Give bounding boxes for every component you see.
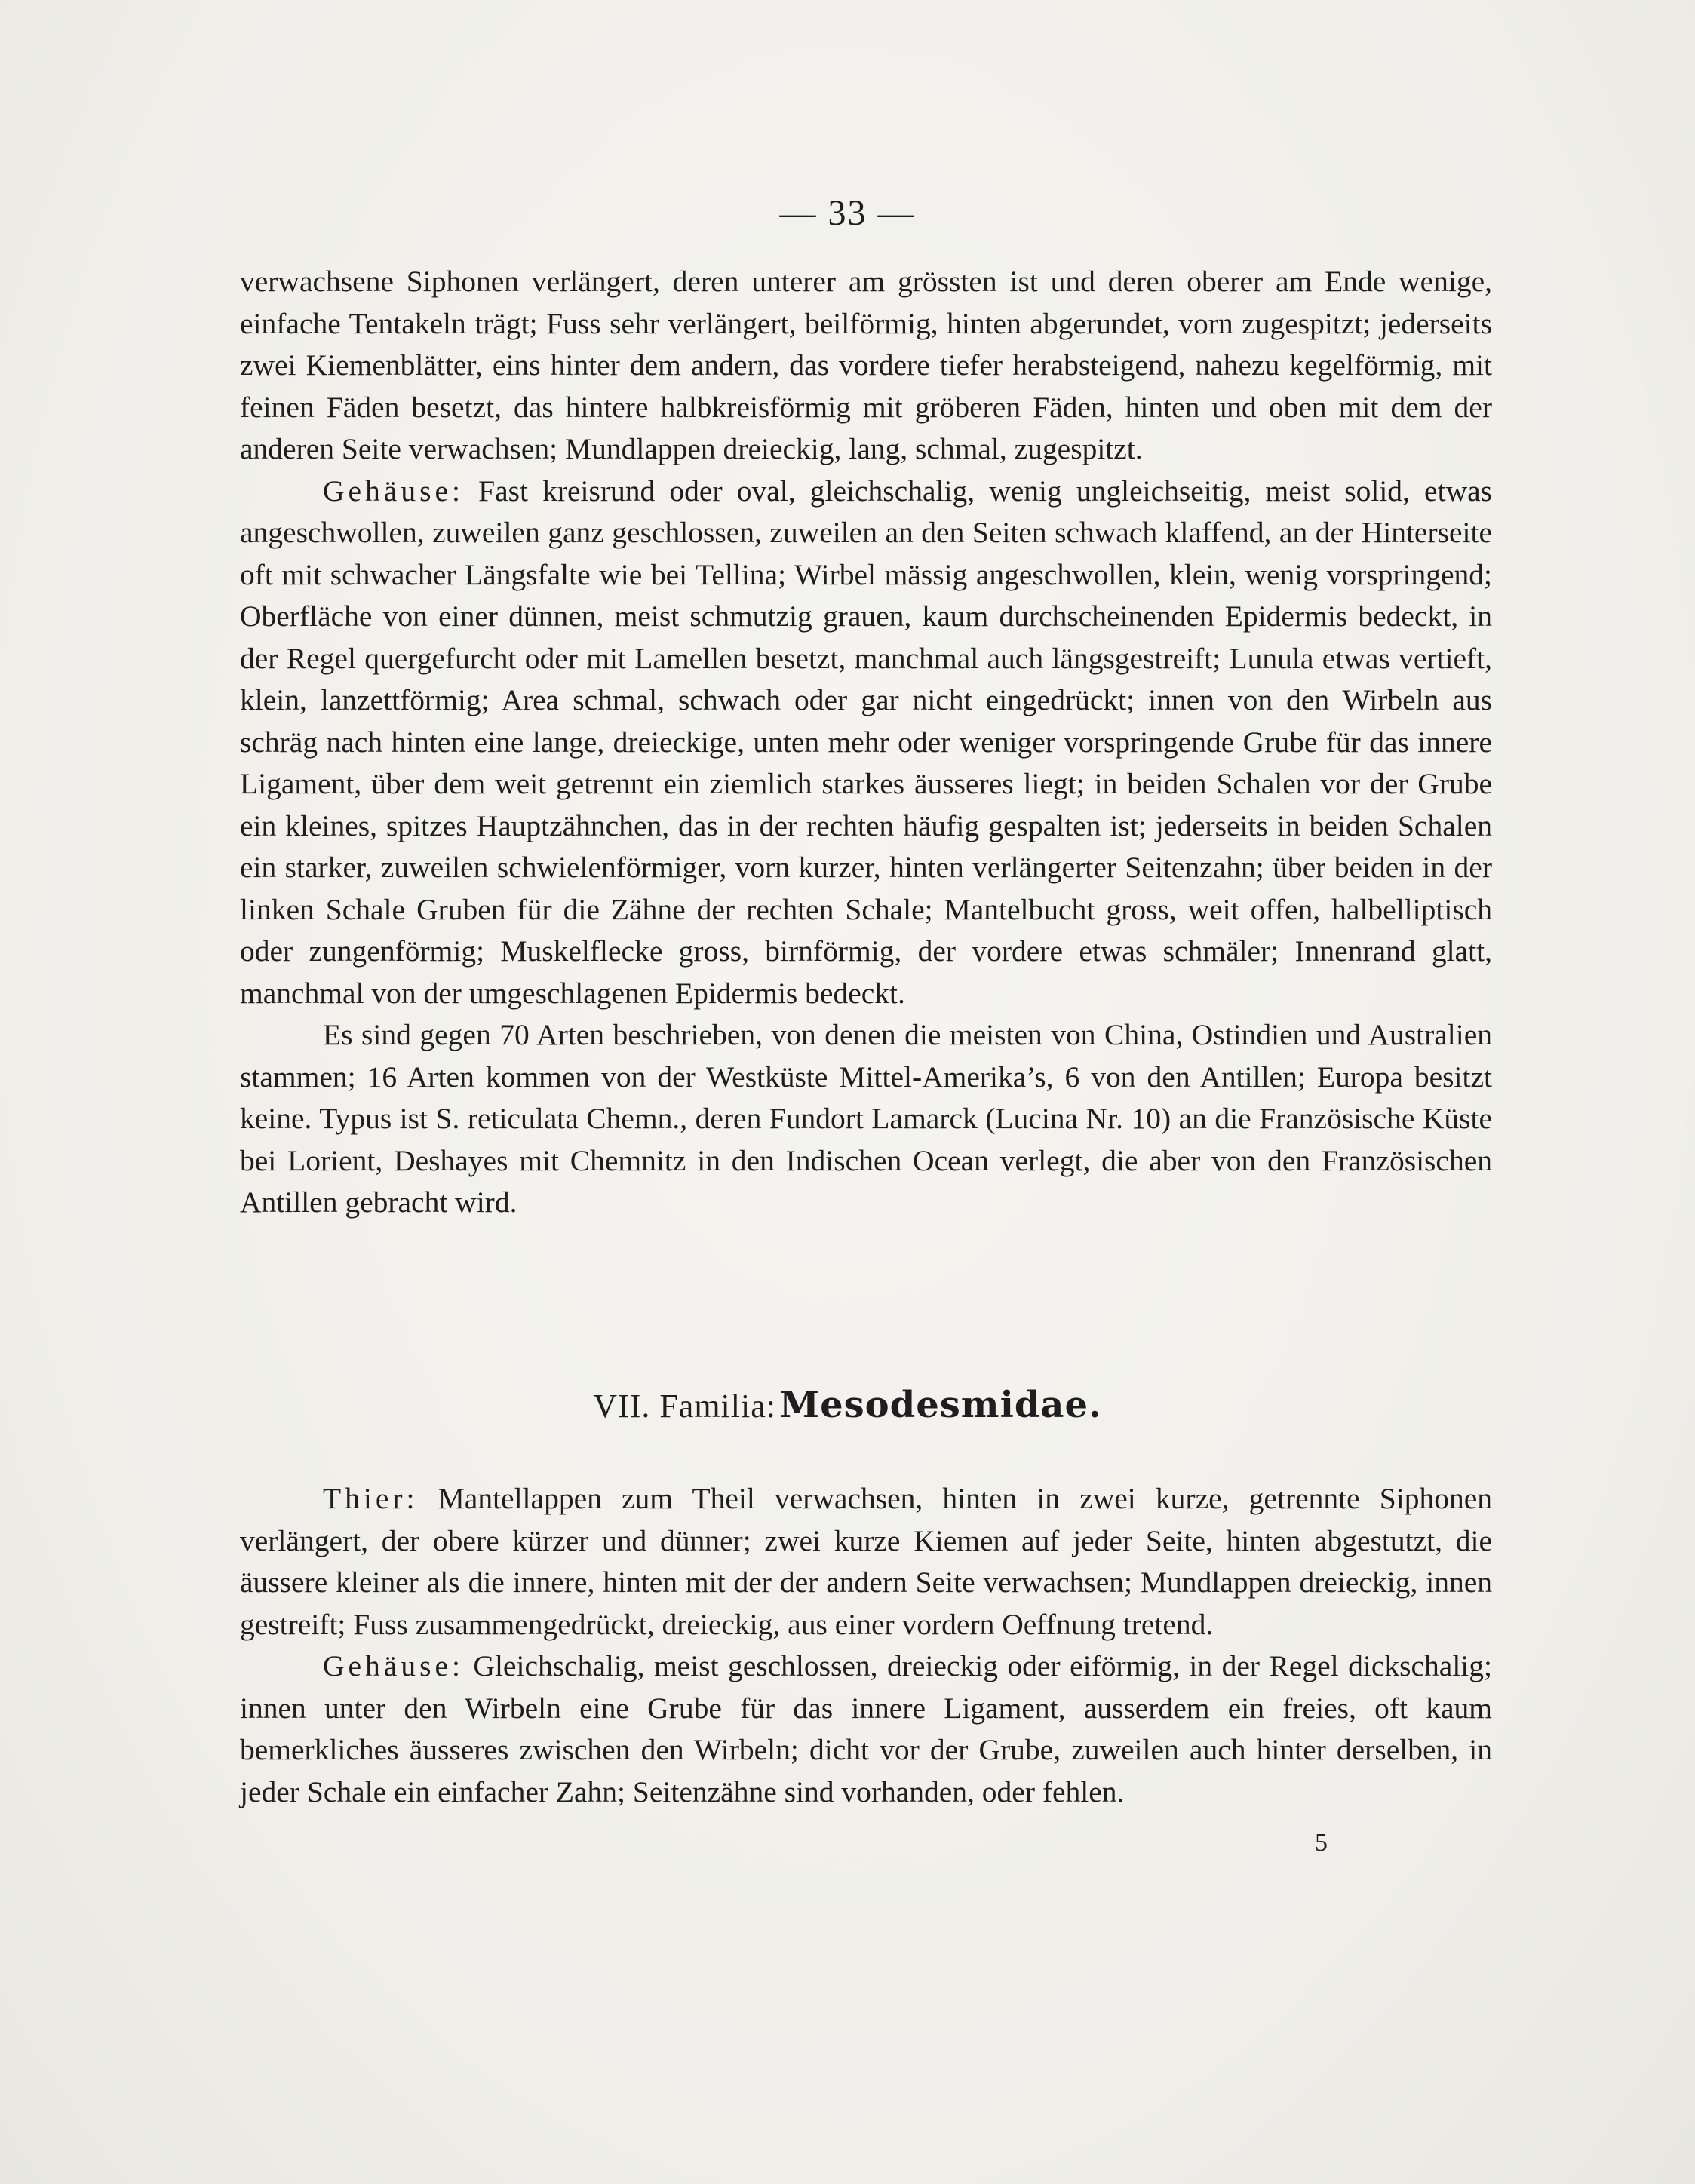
text-block-upper (240, 261, 1492, 1224)
paragraph-gehaeuse-mesodesmidae (240, 1646, 1492, 1813)
family-name: Mesodesmidae. (778, 1384, 1102, 1426)
thier-text: Mantellappen zum Theil verwachsen, hinten in zwei kurze, getrennte Siphonen verlängert, der obere kürzer und dünner; zwei kurze Kiemen auf jeder Seite, hinten abgestutzt, die äussere kleiner als die innere, hinten mit der der andern Seite verwachsen; Mundlappen dreieckig, innen gestreift; Fuss zusammengedrückt, dreieckig, aus einer vordern Oeffnung tretend. (240, 1482, 1492, 1641)
family-label: VII. Familia: (593, 1388, 776, 1425)
thier-label: Thier: (323, 1482, 419, 1515)
gehaeuse-text: Fast kreisrund oder oval, gleichschalig, wenig ungleichseitig, meist solid, etwas angeschwollen, zuweilen ganz geschlossen, zuweilen an den Seiten schwach klaffend, an der Hinterseite oft mit schwacher Längsfalte wie bei Tellina; Wirbel mässig angeschwollen, klein, wenig vorspringend; Oberfläche von einer dünnen, meist schmutzig grauen, kaum durchscheinenden Epidermis bedeckt, in der Regel quergefurcht oder mit Lamellen besetzt, manchmal auch längsgestreift; Lunula etwas vertieft, klein, lanzettförmig; Area schmal, schwach oder gar nicht eingedrückt; innen von den Wirbeln aus schräg nach hinten eine lange, dreieckige, unten mehr oder weniger vorspringende Grube für das innere Ligament, über dem weit getrennt ein ziemlich starkes äusseres liegt; in beiden Schalen vor der Grube ein kleines, spitzes Hauptzähnchen, das in der rechten häufig gespalten ist; jederseits in beiden Schalen ein starker, zuweilen schwielenförmiger, vorn kurzer, hinten verlängerter Seitenzahn; über beiden in der linken Schale Gruben für die Zähne der rechten Schale; Mantelbucht gross, weit offen, halbelliptisch oder zungenförmig; Muskelflecke gross, birnförmig, der vordere etwas schmäler; Innenrand glatt, manchmal von der umgeschlagenen Epidermis bedeckt. (240, 474, 1492, 1010)
page-number: — 33 — (779, 193, 916, 233)
text-block-lower (240, 1478, 1492, 1813)
paragraph-thier (240, 1478, 1492, 1646)
paragraph-gehaeuse (240, 471, 1492, 1015)
signature-mark: 5 (1315, 1829, 1328, 1857)
gehaeuse-label: Gehäuse: (323, 474, 464, 508)
gehaeuse-text-2: Gleichschalig, meist geschlossen, dreieckig oder eiförmig, in der Regel dickschalig; innen unter den Wirbeln eine Grube für das innere Ligament, ausserdem ein freies, oft kaum bemerkliches äusseres zwischen den Wirbeln; dicht vor der Grube, zuweilen auch hinter derselben, in jeder Schale ein einfacher Zahn; Seitenzähne sind vorhanden, oder fehlen. (240, 1649, 1492, 1808)
gehaeuse-label-2: Gehäuse: (323, 1649, 464, 1682)
section-heading (0, 1384, 1695, 1426)
paragraph-siphonen: verwachsene Siphonen verlängert, deren unterer am grössten ist und deren oberer am Ende wenige, einfache Tentakeln trägt; Fuss sehr verlängert, beilförmig, hinten abgerundet, vorn zugespitzt; jederseits zwei Kiemenblätter, eins hinter dem andern, das vordere tiefer herabsteigend, nahezu kegelförmig, mit feinen Fäden besetzt, das hintere halbkreisförmig mit gröberen Fäden, hinten und oben mit dem der anderen Seite verwachsen; Mundlappen dreieckig, lang, schmal, zugespitzt. (240, 265, 1492, 465)
paragraph-arten: Es sind gegen 70 Arten beschrieben, von denen die meisten von China, Ostindien und Australien stammen; 16 Arten kommen von der Westküste Mittel-Amerika’s, 6 von den Antillen; Europa besitzt keine. Typus ist S. reticulata Chemn., deren Fundort Lamarck (Lucina Nr. 10) an die Französische Küste bei Lorient, Deshayes mit Chemnitz in den Indischen Ocean verlegt, die aber von den Französischen Antillen gebracht wird. (240, 1018, 1492, 1219)
